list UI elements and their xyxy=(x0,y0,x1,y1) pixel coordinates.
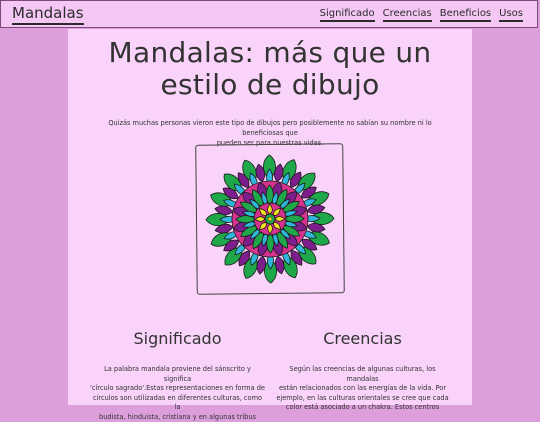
main-content xyxy=(68,29,472,421)
section-text-line: círculos son utilizadas en diferentes culturas, como la xyxy=(92,393,263,411)
hero-intro-line2: pueden ser para nuestras vidas. xyxy=(216,139,324,147)
section-text-line: 'círculo sagrado'.Estas representaciones en forma de xyxy=(90,384,265,392)
nav-links xyxy=(320,8,523,22)
hero-title-line2: estilo de dibujo xyxy=(160,68,380,101)
brand-logo[interactable]: Mandalas xyxy=(12,4,84,25)
section-text-significado xyxy=(90,365,265,422)
nav-link-significado[interactable]: Significado xyxy=(320,8,375,22)
navbar xyxy=(0,0,538,28)
mandala-image-frame xyxy=(195,143,345,295)
section-text-line: color está asociado a un chakra. Estos centros xyxy=(285,403,440,411)
hero-title-line1: Mandalas: más que un xyxy=(108,36,432,69)
nav-link-creencias[interactable]: Creencias xyxy=(383,8,432,22)
section-text-line: Según las creencias de algunas culturas, los mandalas xyxy=(289,365,436,383)
nav-link-beneficios[interactable]: Beneficios xyxy=(440,8,491,22)
hero-title xyxy=(68,37,472,101)
section-text-line: budista, hinduista, cristiana y en algunas tribus xyxy=(99,412,256,421)
section-text-line: ejemplo, en las culturas orientales se cree que cada xyxy=(276,393,449,402)
mandala-image xyxy=(203,152,336,285)
section-text-line: La palabra mandala proviene del sánscrito y significa xyxy=(104,365,251,383)
section-title-creencias: Creencias xyxy=(323,329,402,348)
hero-intro-line1: Quizás muchas personas vieron este tipo de dibujos pero posiblemente no sabían su nombre ni lo beneficiosas que xyxy=(108,119,432,137)
nav-link-usos[interactable]: Usos xyxy=(499,8,523,22)
section-text-line: están relacionados con las energías de la vida. Por xyxy=(278,384,447,392)
mandala-part xyxy=(268,217,272,221)
section-title-significado: Significado xyxy=(133,329,222,348)
section-text-creencias xyxy=(275,365,450,413)
